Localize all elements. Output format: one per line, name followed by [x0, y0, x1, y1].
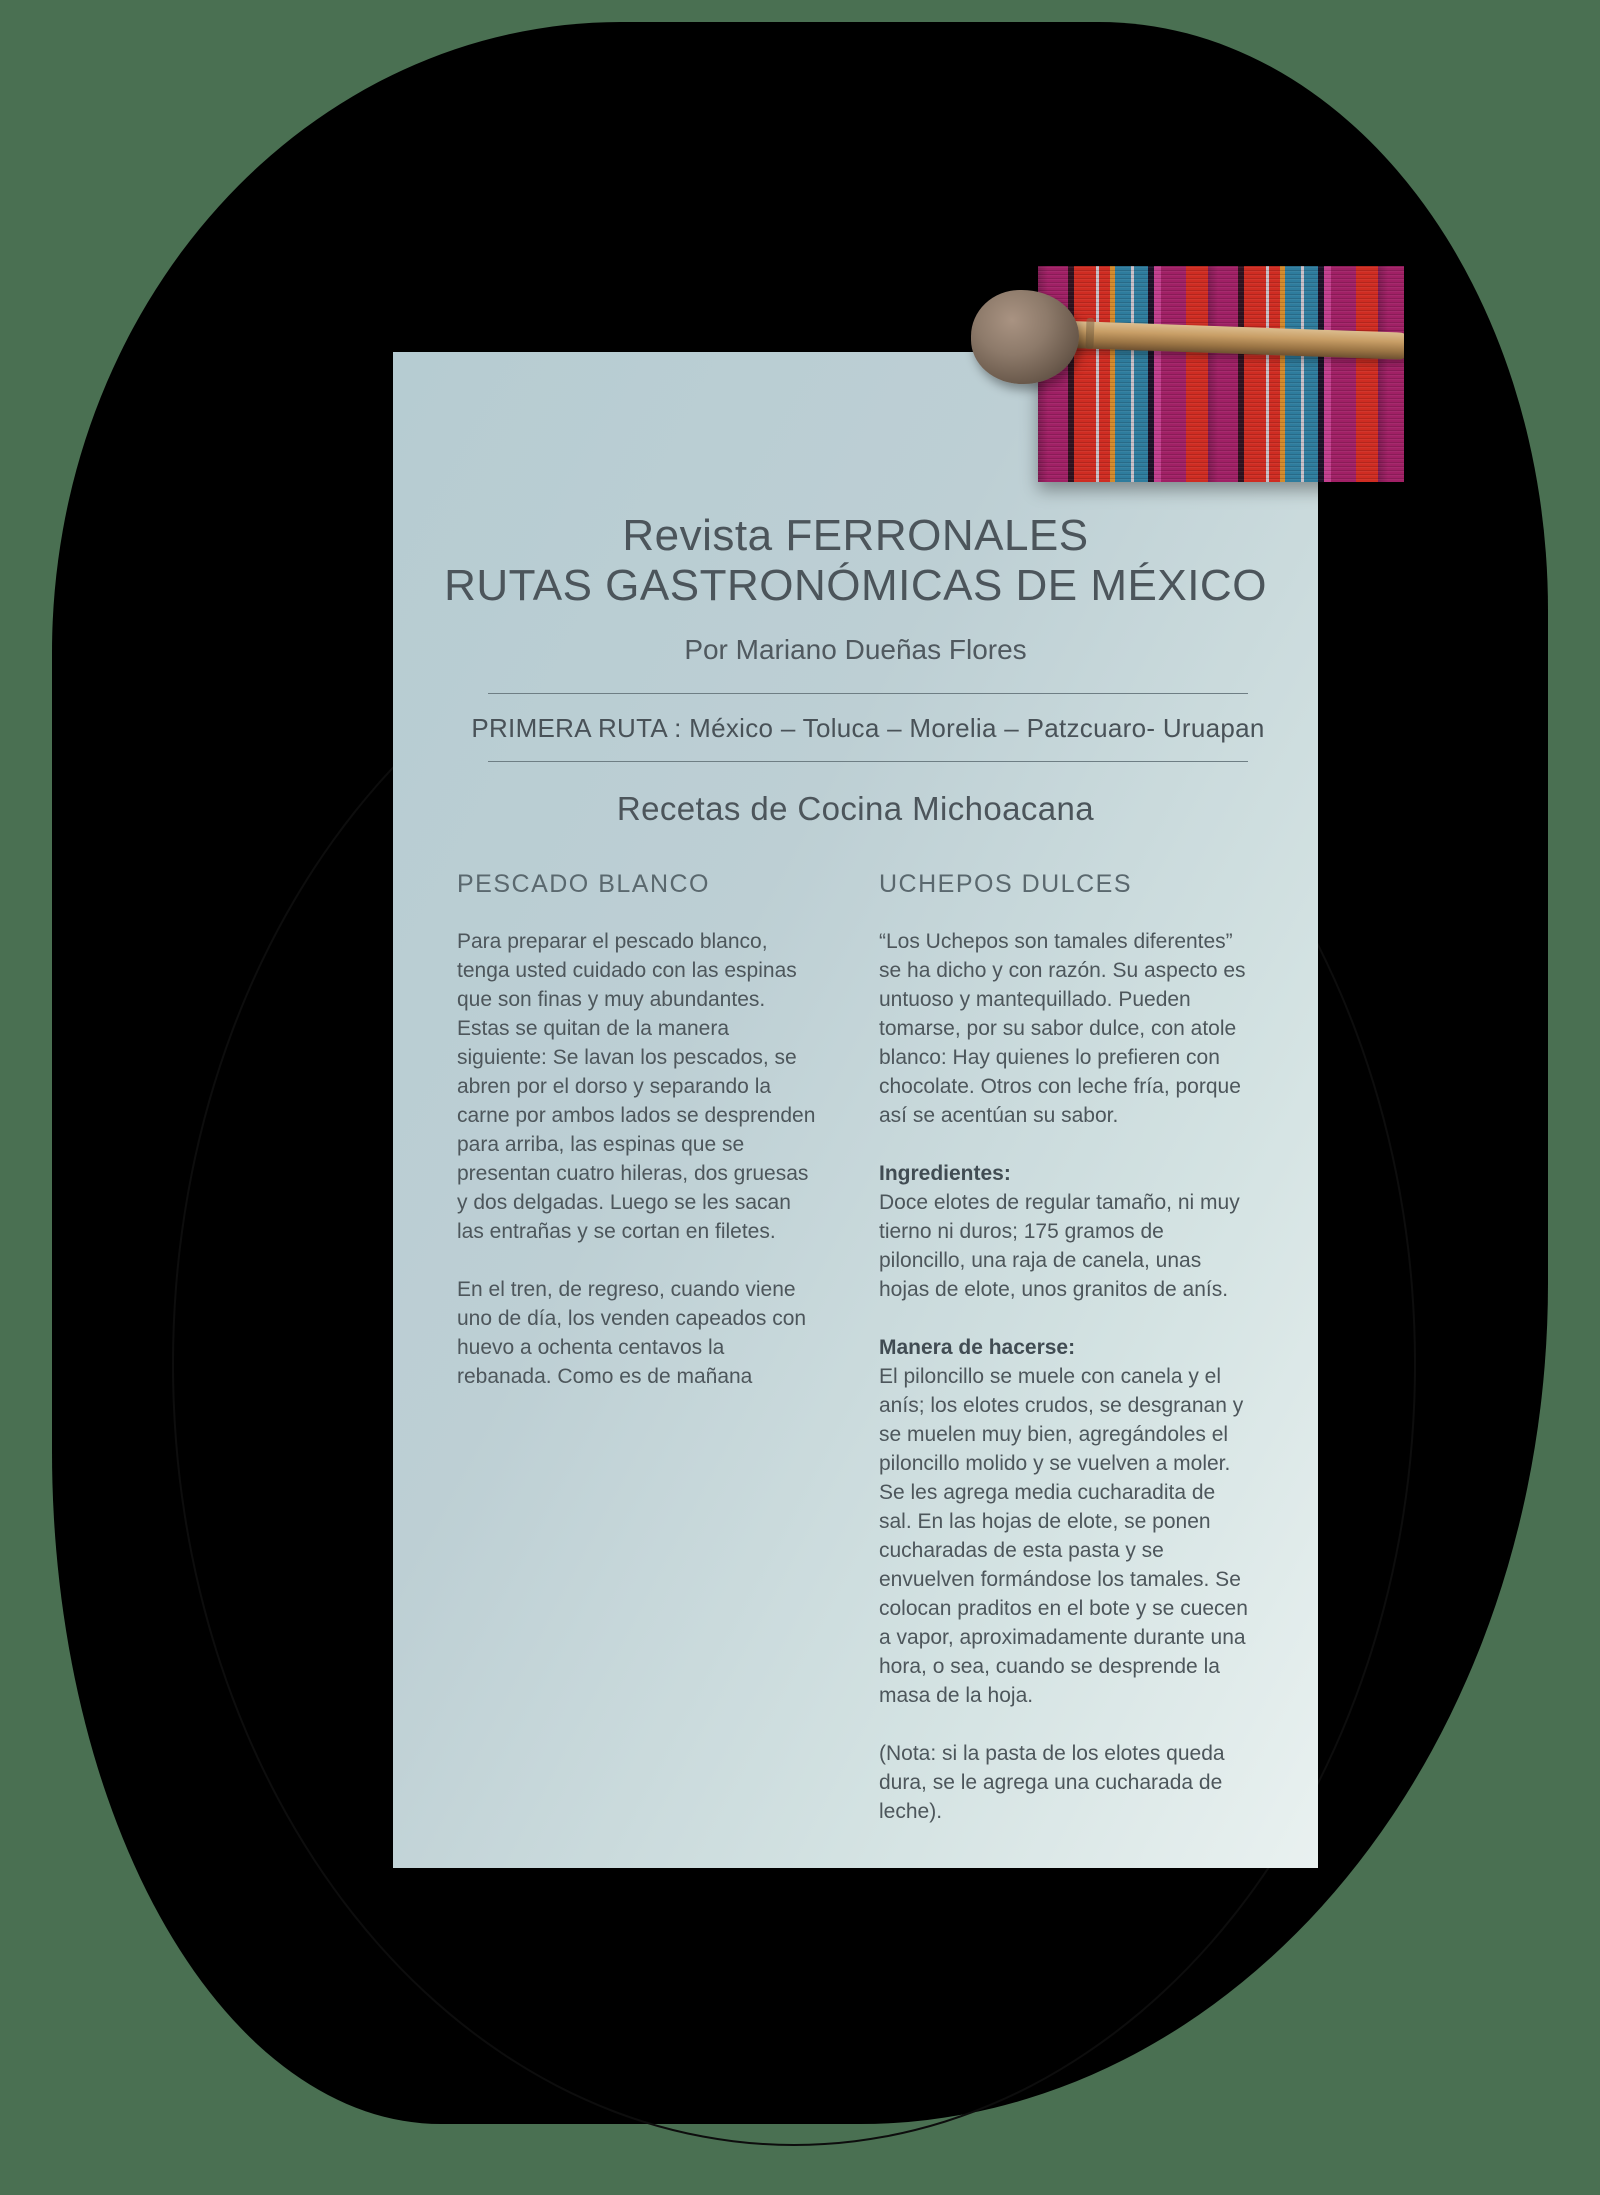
striped-textile-photo: [1038, 266, 1404, 482]
wooden-mallet-head: [971, 290, 1079, 384]
magazine-page: [393, 352, 1318, 1868]
divider-rule-top: [488, 693, 1248, 694]
recipe-intro: “Los Uchepos son tamales diferentes” se ha dicho y con razón. Su aspecto es untuoso y mantequillado. Pueden tomarse, por su sabor dulce, con atole blanco: Hay quienes lo prefieren con chocolate. Otros con leche fría, porque así se acentúan su sabor.: [879, 930, 1246, 1127]
page-title: RUTAS GASTRONÓMICAS DE MÉXICO: [444, 561, 1267, 610]
page-header: [393, 512, 1318, 666]
byline: Por Mariano Dueñas Flores: [684, 634, 1027, 665]
recipe-paragraph: Para preparar el pescado blanco, tenga usted cuidado con las espinas que son finas y muy abundantes. Estas se quitan de la manera siguiente: Se lavan los pescados, se abren por el dorso y separando la carne por ambos lados se desprenden para arriba, las espinas que se presentan cuatro hileras, dos gruesas y dos delgadas. Luego se les sacan las entrañas y se cortan en filetes.: [457, 930, 816, 1243]
right-column: [879, 870, 1251, 1855]
left-column: [457, 870, 823, 1420]
recipe-paragraph: En el tren, de regreso, cuando viene uno de día, los venden capeados con huevo a ochenta centavos la rebanada. Como es de mañana: [457, 1278, 807, 1388]
ingredients-label: Ingredientes:: [879, 1162, 1011, 1185]
method-label: Manera de hacerse:: [879, 1336, 1076, 1359]
section-title: Recetas de Cocina Michoacana: [616, 790, 1095, 827]
route-line: PRIMERA RUTA : México – Toluca – Morelia – Patzcuaro- Uruapan: [471, 713, 1265, 743]
wooden-mallet-handle: [1042, 320, 1404, 360]
recipe-heading-pescado-blanco: PESCADO BLANCO: [457, 870, 711, 898]
ingredients-text: Doce elotes de regular tamaño, ni muy tierno ni duros; 175 gramos de piloncillo, una raja de canela, unas hojas de elote, unos granitos de anís.: [879, 1191, 1240, 1301]
magazine-name: Revista FERRONALES: [622, 511, 1089, 560]
divider-rule-bottom: [488, 761, 1248, 762]
recipe-heading-uchepos-dulces: UCHEPOS DULCES: [879, 870, 1132, 898]
note-text: (Nota: si la pasta de los elotes queda dura, se le agrega una cucharada de leche).: [879, 1742, 1225, 1823]
method-text: El piloncillo se muele con canela y el anís; los elotes crudos, se desgranan y se muelen muy bien, agregándoles el piloncillo molido y se vuelven a moler. Se les agrega media cucharadita de sal. En las hojas de elote, se ponen cucharadas de esta pasta y se envuelven formándose los tamales. Se colocan praditos en el bote y se cuecen a vapor, aproximadamente durante una hora, o sea, cuando se desprende la masa de la hoja.: [879, 1365, 1248, 1707]
wooden-mallet-collar: [1085, 318, 1094, 349]
